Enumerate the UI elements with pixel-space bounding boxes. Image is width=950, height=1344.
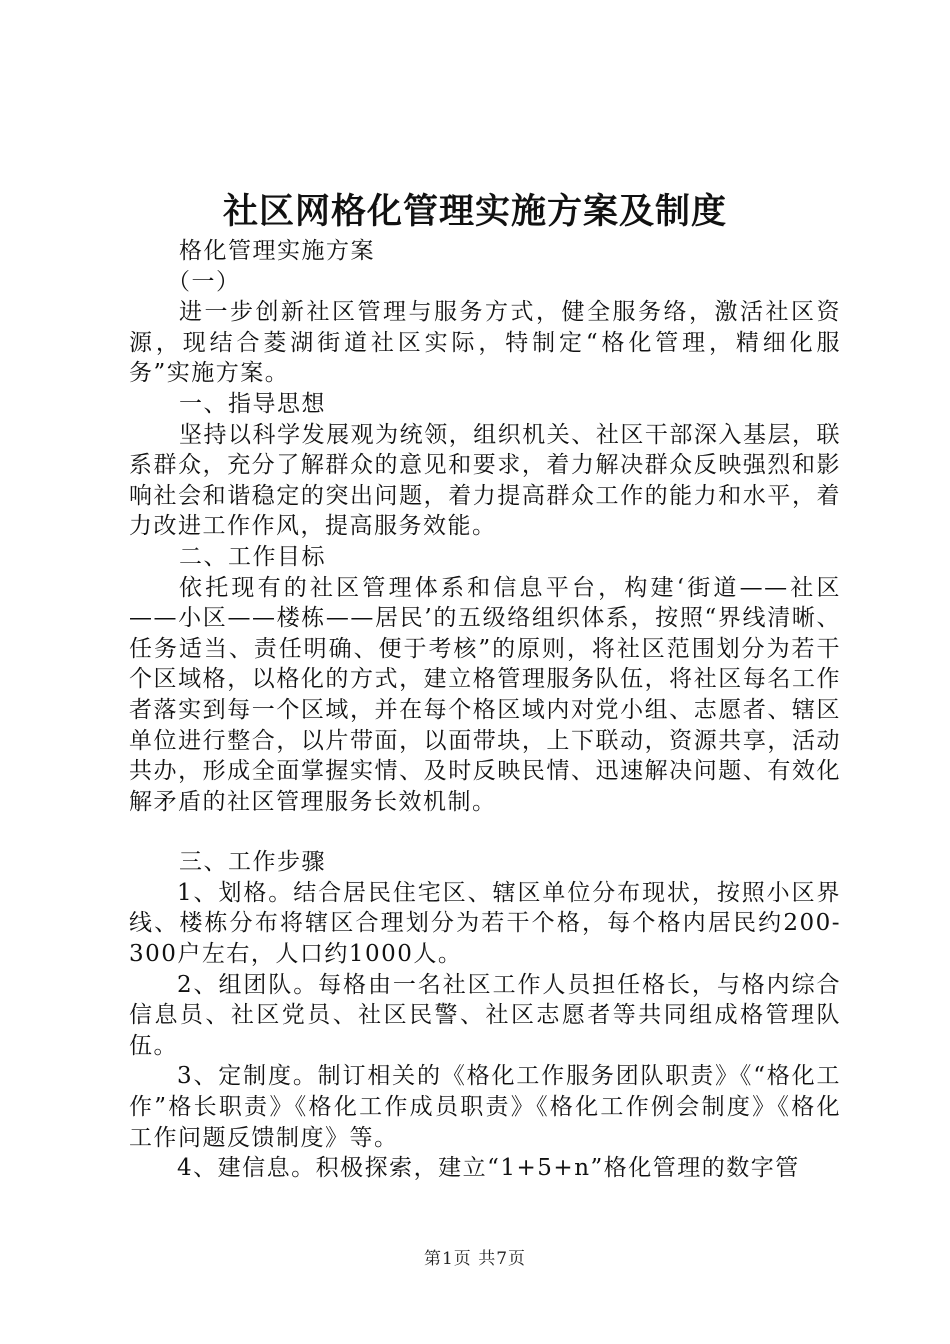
document-subtitle: 格化管理实施方案: [179, 238, 375, 264]
step-paragraph: 2、组团队。每格由一名社区工作人员担任格长，与格内综合信息员、社区党员、社区民警、社区志愿者等共同组成格管理队伍。: [129, 971, 841, 1059]
section-paragraph: 依托现有的社区管理体系和信息平台，构建‘街道——社区——小区——楼栋——居民’的五级络组织体系，按照“界线清晰、任务适当、责任明确、便于考核”的原则，将社区范围划分为若干个区域格，以格化的方式，建立格管理服务队伍，将社区每名工作者落实到每一个区域，并在每个格区域内对党小组、志愿者、辖区单位进行整合，以片带面，以面带块，上下联动，资源共享，活动共办，形成全面掌握实情、及时反映民情、迅速解决问题、有效化解矛盾的社区管理服务长效机制。: [129, 574, 841, 815]
document-body: [129, 236, 841, 1184]
section-heading: 一、指导思想: [179, 390, 326, 417]
section-number: （一）: [167, 268, 241, 295]
step-paragraph: 4、建信息。积极探索，建立“1+5+n”格化管理的数字管: [177, 1155, 800, 1182]
step-paragraph: 1、划格。结合居民住宅区、辖区单位分布现状，按照小区界线、楼栋分布将辖区合理划分为若干个格，每个格内居民约200-300户左右，人口约1000人。: [129, 879, 841, 968]
step-paragraph: 3、定制度。制订相关的《格化工作服务团队职责》《“格化工作”格长职责》《格化工作成员职责》《格化工作例会制度》《格化工作问题反馈制度》等。: [129, 1063, 841, 1151]
page-number-footer: 第1页 共7页: [423, 1249, 527, 1269]
section-heading: 二、工作目标: [179, 543, 326, 570]
document-title: 社区网格化管理实施方案及制度: [222, 191, 727, 232]
section-heading: 三、工作步骤: [179, 849, 326, 876]
section-paragraph: 坚持以科学发展观为统领，组织机关、社区干部深入基层，联系群众，充分了解群众的意见和要求，着力解决群众反映强烈和影响社会和谐稳定的突出问题，着力提高群众工作的能力和水平，着力改进工作作风，提高服务效能。: [129, 421, 841, 540]
intro-paragraph: 进一步创新社区管理与服务方式，健全服务络，激活社区资源，现结合菱湖街道社区实际，特制定“格化管理，精细化服务”实施方案。: [129, 299, 841, 387]
